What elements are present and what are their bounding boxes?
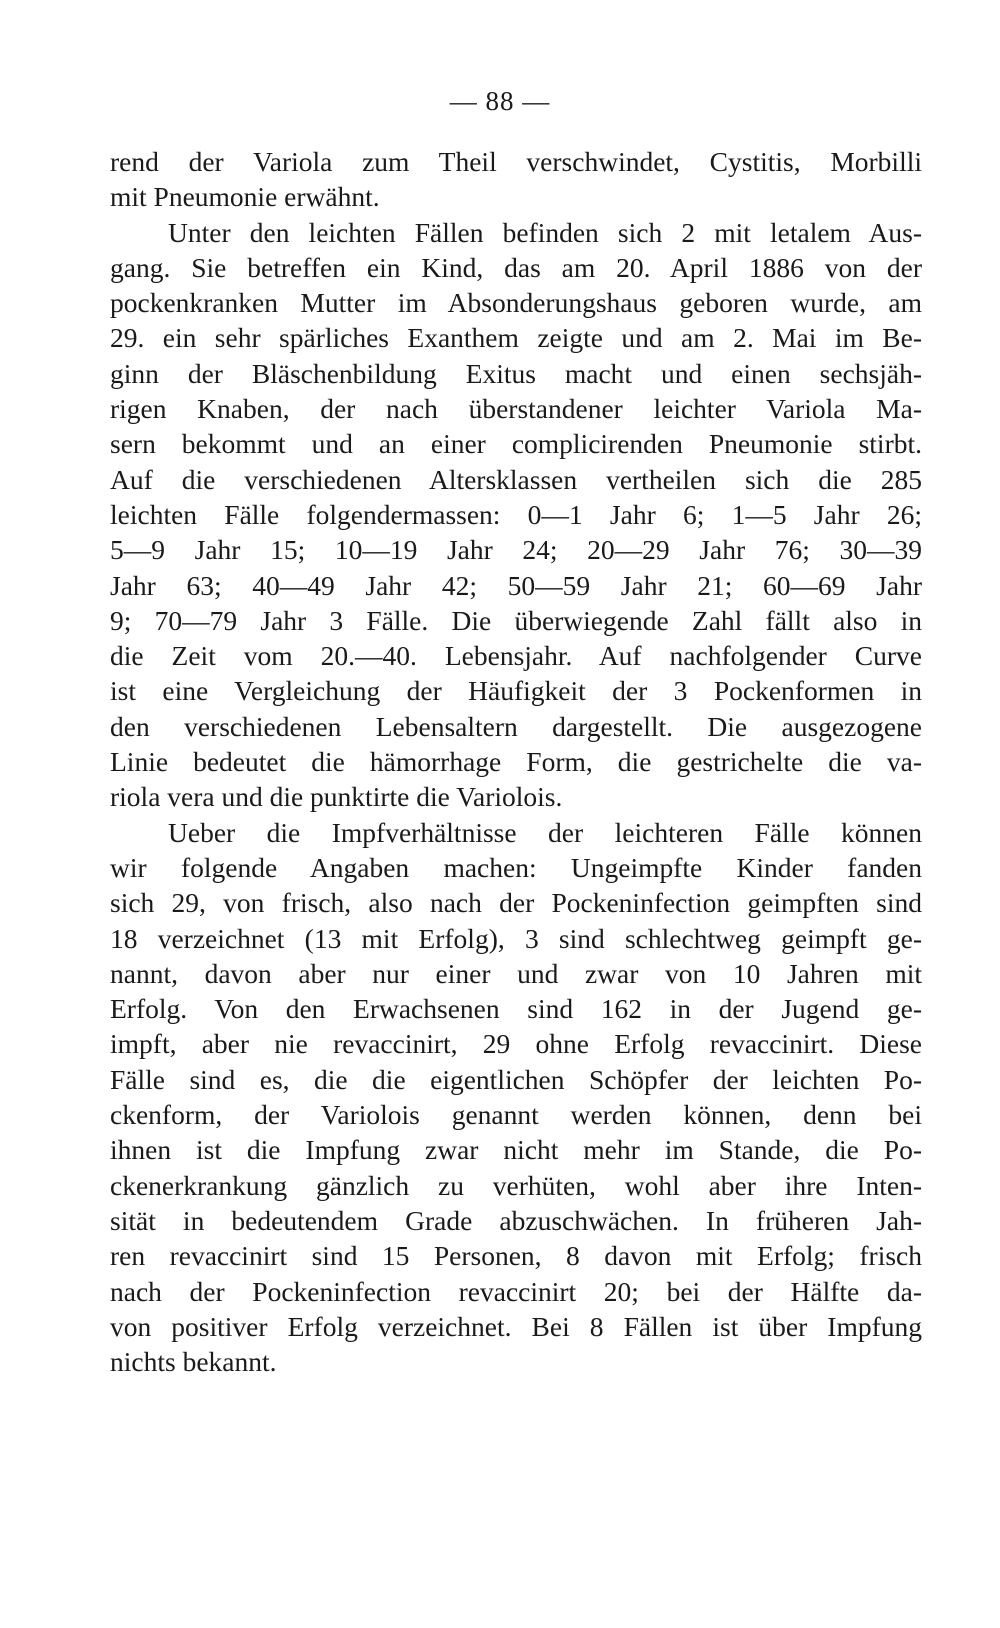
text-line: ckenform, der Variolois genannt werden können, denn bei (110, 1099, 922, 1131)
text-line: Ueber die Impfverhältnisse der leichteren Fälle können (168, 816, 922, 848)
text-line: ginn der Bläschenbildung Exitus macht und einen sechsjäh- (110, 357, 922, 389)
text-line: 5—9 Jahr 15; 10—19 Jahr 24; 20—29 Jahr 76; 30—39 (110, 534, 922, 566)
text-line: leichten Fälle folgendermassen: 0—1 Jahr 6; 1—5 Jahr 26; (110, 498, 922, 530)
body-text (110, 144, 922, 1379)
text-line: Fälle sind es, die die eigentlichen Schöpfer der leichten Po- (110, 1063, 922, 1095)
text-line: wir folgende Angaben machen: Ungeimpfte Kinder fanden (110, 851, 922, 883)
text-line: nannt, davon aber nur einer und zwar von 10 Jahren mit (110, 957, 922, 989)
text-line: ihnen ist die Impfung zwar nicht mehr im Stande, die Po- (110, 1134, 922, 1166)
text-line: 18 verzeichnet (13 mit Erfolg), 3 sind schlechtweg geimpft ge- (110, 922, 922, 954)
text-line: ren revaccinirt sind 15 Personen, 8 davon mit Erfolg; frisch (110, 1240, 922, 1272)
text-line: Linie bedeutet die hämorrhage Form, die gestrichelte die va- (110, 746, 922, 778)
text-line: den verschiedenen Lebensaltern dargestellt. Die ausgezogene (110, 710, 922, 742)
text-line: mit Pneumonie erwähnt. (110, 181, 380, 213)
text-line: pockenkranken Mutter im Absonderungshaus geboren wurde, am (110, 287, 922, 319)
text-line: rigen Knaben, der nach überstandener leichter Variola Ma- (110, 393, 922, 425)
text-line: Erfolg. Von den Erwachsenen sind 162 in der Jugend ge- (110, 993, 922, 1025)
text-line: ist eine Vergleichung der Häufigkeit der 3 Pockenformen in (110, 675, 922, 707)
text-line: 29. ein sehr spärliches Exanthem zeigte und am 2. Mai im Be- (110, 322, 922, 354)
text-line: ckenerkrankung gänzlich zu verhüten, wohl aber ihre Inten- (110, 1169, 922, 1201)
text-line: nach der Pockeninfection revaccinirt 20; bei der Hälfte da- (110, 1275, 922, 1307)
text-line: riola vera und die punktirte die Variolois. (110, 781, 563, 813)
text-line: rend der Variola zum Theil verschwindet, Cystitis, Morbilli (110, 146, 922, 177)
text-line: Unter den leichten Fällen befinden sich 2 mit letalem Aus- (168, 216, 922, 248)
text-line: Auf die verschiedenen Altersklassen vertheilen sich die 285 (110, 463, 922, 495)
text-line: von positiver Erfolg verzeichnet. Bei 8 Fällen ist über Impfung (110, 1310, 922, 1342)
text-line: impft, aber nie revaccinirt, 29 ohne Erfolg revaccinirt. Diese (110, 1028, 922, 1060)
text-line: die Zeit vom 20.—40. Lebensjahr. Auf nachfolgender Curve (110, 640, 922, 672)
text-line: sich 29, von frisch, also nach der Pockeninfection geimpften sind (110, 887, 922, 919)
text-line: 9; 70—79 Jahr 3 Fälle. Die überwiegende Zahl fällt also in (110, 604, 922, 636)
text-line: sität in bedeutendem Grade abzuschwächen. In früheren Jah- (110, 1204, 922, 1236)
text-line: nichts bekannt. (110, 1346, 277, 1378)
text-line: sern bekommt und an einer complicirenden Pneumonie stirbt. (110, 428, 922, 460)
text-line: Jahr 63; 40—49 Jahr 42; 50—59 Jahr 21; 60—69 Jahr (110, 569, 922, 601)
page-number: — 88 — (449, 86, 551, 116)
text-line: gang. Sie betreffen ein Kind, das am 20. April 1886 von der (110, 251, 922, 283)
